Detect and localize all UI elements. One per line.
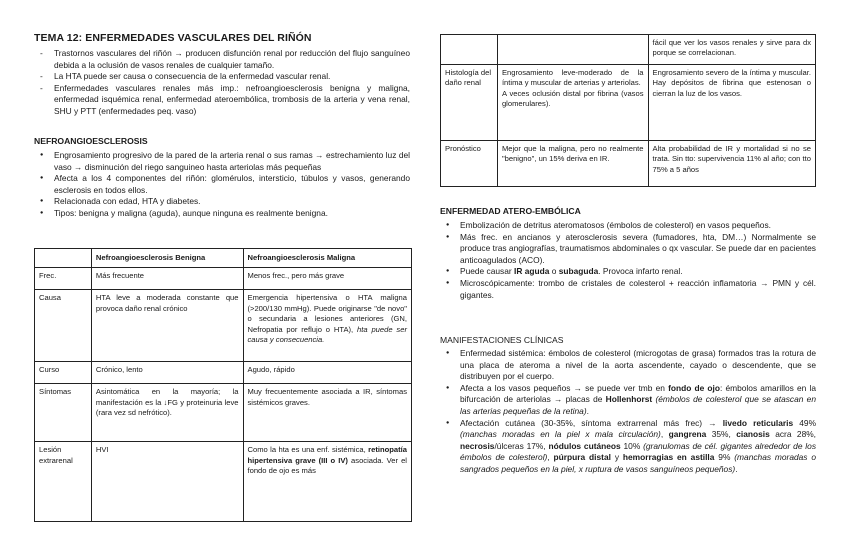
text-bold: necrosis — [460, 440, 495, 451]
text-bold: hemorragias en astilla — [622, 452, 715, 463]
nefro-item: ● Engrosamiento progresivo de la pared de la arteria renal o sus ramas → estrechamiento luz del vaso → disminución del riego sanguineo hasta arteriolas más pequeñas — [34, 150, 410, 173]
cell-maligna: Menos frec., pero más grave — [243, 268, 412, 290]
text-bold: subaguda — [558, 266, 599, 277]
atero-item: ● Embolización de detritus ateromatosos (émbolos de colesterol) en vasos pequeños. — [440, 220, 816, 232]
table-row — [441, 141, 816, 187]
intro-item: - La HTA puede ser causa o consecuencia de la enfermedad vascular renal. — [34, 71, 410, 83]
cell-benigna: HVI — [91, 442, 243, 522]
text: /úlceras 17%, — [494, 440, 546, 451]
nefro-item: ● Tipos: benigna y maligna (aguda), aunque ninguna es realmente benigna. — [34, 208, 410, 220]
text-bold: gangrena — [668, 429, 707, 440]
text-bold: cianosis — [736, 429, 770, 440]
atero-list — [440, 220, 816, 301]
page-title: TEMA 12: ENFERMEDADES VASCULARES DEL RIÑÓN — [34, 32, 312, 44]
nefro-item: ● Relacionada con edad, HTA y diabetes. — [34, 196, 410, 208]
text: Puede causar — [460, 266, 512, 277]
cell-maligna: fácil que ver los vasos renales y sirve para dx porque se correlacionan. — [648, 35, 816, 65]
text-italic: (émbolos de colesterol que se atascan en las arterias pequeñas de la retina) — [460, 394, 816, 416]
nefro-list — [34, 150, 410, 220]
atero-heading: ENFERMEDAD ATERO-EMBÓLICA — [440, 206, 581, 216]
atero-item: ● Más frec. en ancianos y aterosclerosis severa (fumadores, hta, DM…) Normalmente se produce tras angiografías, traumatismos abdominales o qx vascular. Se puede dar en pacientes anticoagulados (ACO). — [440, 232, 816, 267]
text: . Provoca infarto renal. — [598, 266, 683, 277]
table-row — [441, 65, 816, 141]
intro-list — [34, 48, 410, 118]
cell-maligna: Alta probabilidad de IR y mortalidad si no se trata. Sin tto: supervivencia 11% al año; con tto 75% a 5 años — [648, 141, 816, 187]
cell-text: Emergencia hipertensiva o HTA maligna (>200/130 mmHg). Puede originarse "de novo" o secundaria a lesiones anteriores (GN, Nefropatia por reflujo o HTA), — [247, 293, 407, 334]
text-bold: fondo de ojo — [668, 382, 720, 393]
text: 10% — [623, 440, 641, 451]
col-header-maligna: Nefroangioesclerosis Maligna — [243, 249, 412, 268]
row-label: Curso — [35, 362, 92, 384]
cell-text: Como la hta es una enf. sistémica, — [247, 445, 366, 455]
text: Afecta a los vasos pequeños → se puede ver tmb en — [460, 382, 665, 393]
table-row — [441, 35, 816, 65]
row-label: Frec. — [35, 268, 92, 290]
text: , — [547, 452, 550, 463]
nefro-item: ● Afecta a los 4 componentes del riñón: glomérulos, intersticio, túbulos y vasos, generando esclerosis en todos ellos. — [34, 173, 410, 196]
manif-heading: MANIFESTACIONES CLÍNICAS — [440, 335, 564, 345]
row-label: Pronóstico — [441, 141, 498, 187]
text-bold: livedo reticularis — [722, 417, 794, 428]
text-italic: (manchas moradas en la piel x mala circulación) — [460, 429, 661, 440]
cell-text-italic: hta puede ser causa y consecuencia. — [247, 324, 407, 345]
text: . — [586, 405, 589, 416]
text: acra 28%, — [775, 429, 817, 440]
text: 35%, — [711, 429, 731, 440]
cell-text-bold: retinopatía hipertensiva grave (III o IV) — [247, 445, 407, 465]
text: y — [614, 452, 619, 463]
intro-item: - Enfermedades vasculares renales más imp.: nefroangioesclerosis benigna y maligna, enfermedad isquémica renal, enfermedad ateroembólica, trombosis de la arteria y vena renal, SHU y PTT (enfermedades peq. vaso) — [34, 83, 410, 118]
table-row — [35, 442, 412, 522]
col-header-benigna: Nefroangioesclerosis Benigna — [91, 249, 243, 268]
text-bold: IR aguda — [514, 266, 550, 277]
cell-maligna: Engrosamiento severo de la íntima y muscular. Hay depósitos de fibrina que estenosan o cierran la luz de los vasos. — [648, 65, 816, 141]
cell-benigna: Más frecuente — [91, 268, 243, 290]
table-header-row — [35, 249, 412, 268]
manif-item — [440, 383, 816, 418]
manif-list — [440, 348, 816, 476]
row-label: Lesión extrarenal — [35, 442, 92, 522]
text-bold: Hollenhorst — [605, 394, 653, 405]
table-row — [35, 384, 412, 442]
text-italic: (manchas moradas o sangrados pequeños en la piel, x ruptura de vasos sanguíneos pequeños) — [460, 452, 817, 474]
cell-maligna: Muy frecuentemente asociada a IR, síntomas sistémicos graves. — [243, 384, 412, 442]
text: : émbolos amarillos en la bifurcación de arteriolas → placas de — [460, 382, 816, 405]
table-row — [35, 362, 412, 384]
text: , — [660, 429, 664, 440]
cell-maligna — [243, 442, 412, 522]
nefro-table-continued — [440, 34, 816, 187]
row-label: Histología del daño renal — [441, 65, 498, 141]
cell-benigna: Engrosamiento leve-moderado de la íntima y muscular de arterias y arteriolas. A veces oclusión distal por fibrina (vasos glomerulares). — [497, 65, 648, 141]
cell-benigna-empty — [497, 35, 648, 65]
table-row — [35, 268, 412, 290]
row-label: Causa — [35, 290, 92, 362]
cell-maligna — [243, 290, 412, 362]
row-label-empty — [441, 35, 498, 65]
atero-item — [440, 266, 816, 278]
text-bold: púrpura distal — [553, 452, 611, 463]
manif-item: ● Enfermedad sistémica: émbolos de colesterol (microgotas de grasa) formados tras la rotura de una placa de ateroma a nivel de la aorta ascendente, cayado o descendente, que se distribuyen por el cuerpo. — [440, 348, 816, 383]
cell-benigna: Crónico, lento — [91, 362, 243, 384]
text: 49% — [799, 417, 817, 428]
intro-item: - Trastornos vasculares del riñón → producen disfunción renal por reducción del flujo sanguíneo debida a la oclusión de vasos renales de cualquier tamaño. — [34, 48, 410, 71]
row-label: Síntomas — [35, 384, 92, 442]
cell-benigna: Mejor que la maligna, pero no realmente "benigno", un 15% deriva en IR. — [497, 141, 648, 187]
cell-benigna: HTA leve a moderada constante que provoca daño renal crónico — [91, 290, 243, 362]
manif-item — [440, 418, 816, 476]
cell-benigna: Asintomática en la mayoría; la manifestación es la ↓FG y proteinuria leve (rara vez sd nefrótico). — [91, 384, 243, 442]
text-bold: nódulos cutáneos — [548, 440, 621, 451]
table-row — [35, 290, 412, 362]
text: . — [735, 463, 738, 474]
atero-item: ● Microscópicamente: trombo de cristales de colesterol + reacción inflamatoria → PMN y cél. gigantes. — [440, 278, 816, 301]
cell-text: asociada. Ver el fondo de ojo es más — [247, 455, 407, 476]
table-corner — [35, 249, 92, 268]
text: o — [551, 266, 557, 277]
cell-maligna: Agudo, rápido — [243, 362, 412, 384]
text: 9% — [718, 452, 731, 463]
nefro-heading: NEFROANGIOESCLEROSIS — [34, 136, 148, 146]
text-italic: (granulomas de cél. gigantes alrededor de los émbolos de colesterol) — [460, 440, 817, 463]
nefro-table — [34, 248, 412, 522]
text: Afectación cutánea (30-35%, síntoma extrarrenal más frec) → — [460, 417, 717, 428]
